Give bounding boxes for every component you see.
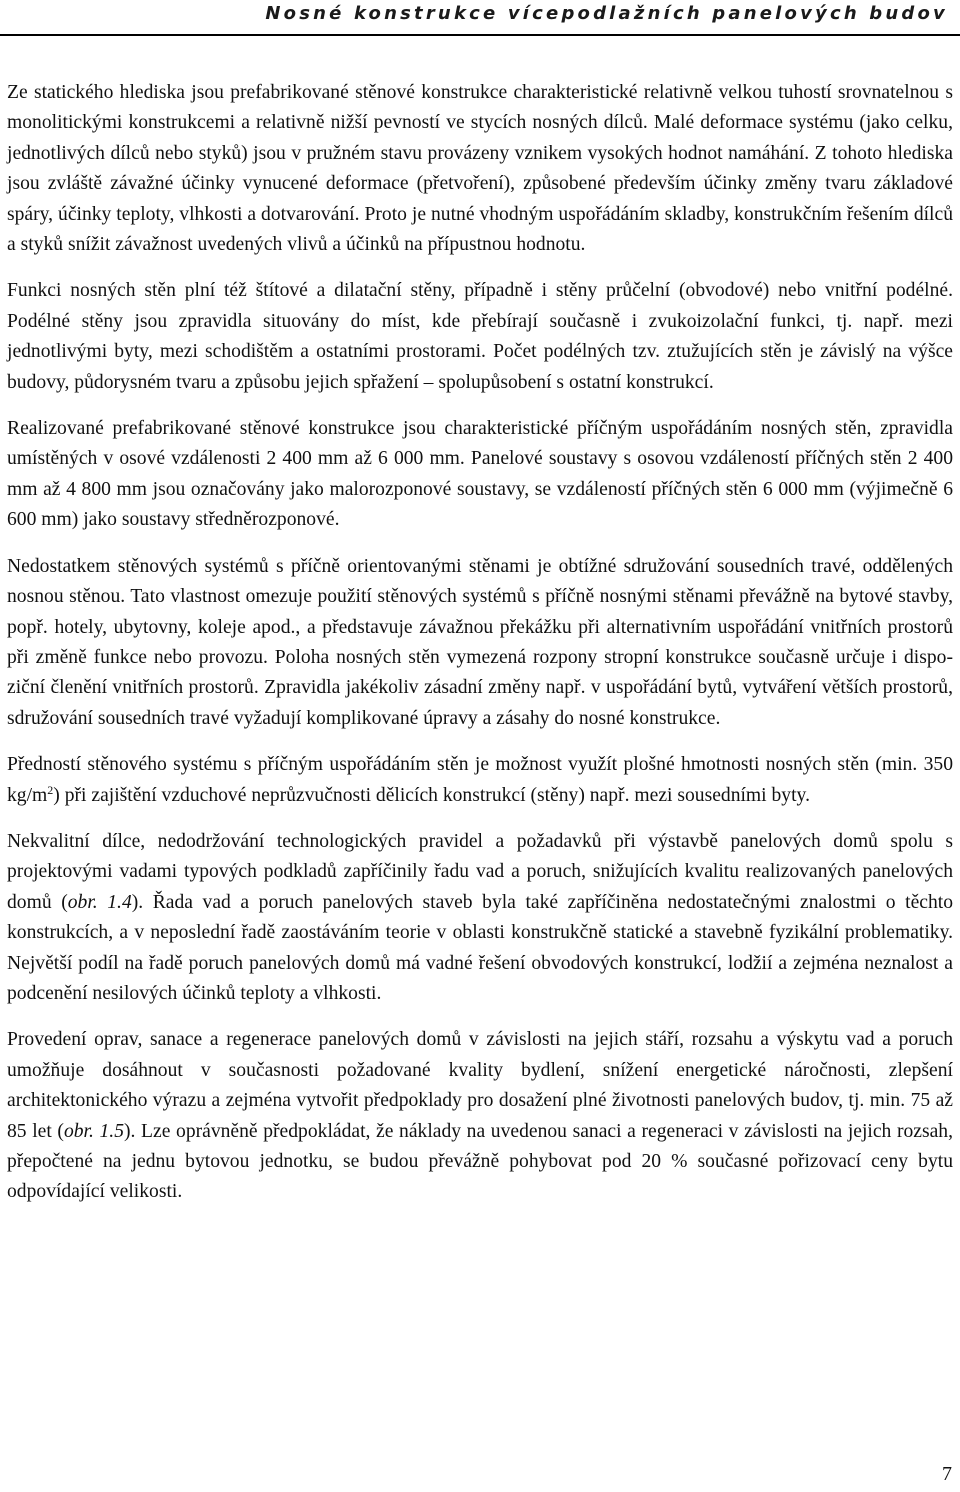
header-rule: [0, 34, 960, 36]
running-header-title: Nosné konstrukce vícepodlažních panelových budov: [265, 3, 948, 24]
figure-reference: obr. 1.4: [67, 891, 132, 913]
figure-reference: obr. 1.5: [63, 1120, 124, 1142]
paragraph-load-bearing-walls: Funkci nosných stěn plní též štítové a dilatační stěny, případně i stěny průčelní (obvodové) nebo vnitřní podélné. Podélné stěny jsou zpravidla situovány do míst, kde přebírají současně i zvukoizolační funkci, tj. např. mezi jednotlivými byty, mezi schodištěm a ostatními prostorami. Počet podélných tzv. ztužujících stěn je závislý na výšce budovy, půdorysném tvaru a způsobu jejich spřažení – spolupůsobení s ostatní konstrukcí.: [7, 280, 953, 393]
paragraph-defects: Nekvalitní dílce, nedodržování technologických pravidel a požadavků při výstavbě panelových domů spolu s projektovými vadami typových podkladů zapříčinily řadu vad a poruch, snižujících kvalitu realizovaných panelových domů (obr. 1.4). Řada vad a poruch panelových staveb byla také zapříčiněna nedostatečnými znalostmi o těchto konstrukcích, a v neposlední řadě zaostáváním teorie v oblasti konstrukčně statické a stavebně fyzikální problematiky. Největší podíl na řadě poruch panelových domů má vadné řešení obvodových konstrukcí, lodžií a zejména neznalost a podcenění nesilových účinků teploty a vlhkosti.: [7, 830, 954, 1004]
superscript: 2: [47, 782, 54, 797]
paragraph-advantages: Předností stěnového systému s příčným uspořádáním stěn je možnost využít plošné hmotnosti nosných stěn (min. 350 $kg/m^2$) při zajištění vzduchové neprůzvučnosti dělicích konstrukcí (stěny) např. mezi sousedními byty.: [7, 754, 953, 806]
paragraph-statics: Ze statického hlediska jsou prefabrikované stěnové konstrukce charakteristické relativně velkou tuhostí srovnatelnou s monolitickými konstrukcemi a relativně nižší pevností ve stycích nosných dílců. Malé deformace systému (jako celku, jednotlivých dílců nebo styků) jsou v pružném stavu provázeny vznikem vysokých hodnot namáhání. Z tohoto hlediska jsou zvláště závažné účinky vynucené deformace (přetvoření), způsobené především účinky změny tvaru základové spáry, účinky teploty, vlhkosti a dotvarování. Proto je nutné vhodným uspořádáním skladby, konstrukčním řešením dílců a styků snížit závažnost uvedených vlivů a účinků na přípustnou hodnotu.: [7, 82, 953, 256]
paragraph-cross-walls: Realizované prefabrikované stěnové konstrukce jsou charakteristické příčným uspořádáním nosných stěn, zpravidla umístěných v osové vzdálenosti 2 400 mm až 6 000 mm. Panelové soustavy s osovou vzdáleností příčných stěn 2 400 mm až 4 800 mm jsou označovány jako malorozponové soustavy, se vzdáleností příčných stěn 6 000 mm (výjimečně 6 600 mm) jako soustavy středněrozponové.: [7, 418, 953, 531]
paragraph-drawbacks: Nedostatkem stěnových systémů s příčně orientovanými stěnami je obtížné sdružování sousedních travé, oddělených nosnou stěnou. Tato vlastnost omezuje použití stěnových systémů s příčně nosnými stěnami převážně na bytové stavby, popř. hotely, ubytovny, koleje apod., a představuje závažnou překážku při alternativním uspořádání vnitřních prostorů při změně funkce nebo provozu. Poloha nosných stěn vymezená rozpony stropní konstrukce současně určuje i dispoziční členění vnitřních prostorů. Zpravidla jakékoliv zásadní změny např. v uspořádání bytů, vytváření větších prostorů, sdružování sousedních travé vyžadují komplikované úpravy a zásahy do nosné konstrukce.: [7, 555, 953, 729]
body-text: [7, 78, 953, 1224]
page-number: 7: [942, 1463, 952, 1485]
paragraph-renovation: Provedení oprav, sanace a regenerace panelových domů v závislosti na jejich stáří, rozsahu a výskytu vad a poruch umožňuje dosáhnout v současnosti požadované kvality bydlení, snížení energetické náročnosti, zlepšení architektonického výrazu a zejména vytvořit předpoklady pro dosažení plné životnosti panelových budov, tj. min. 75 až 85 let (obr. 1.5). Lze oprávněně předpokládat, že náklady na uvedenou sanaci a regeneraci v závislosti na jejich rozsah, přepočtené na jednu bytovou jednotku, se budou převážně pohybovat pod 20 % současné pořizovací ceny bytu odpovídající velikosti.: [7, 1029, 953, 1203]
